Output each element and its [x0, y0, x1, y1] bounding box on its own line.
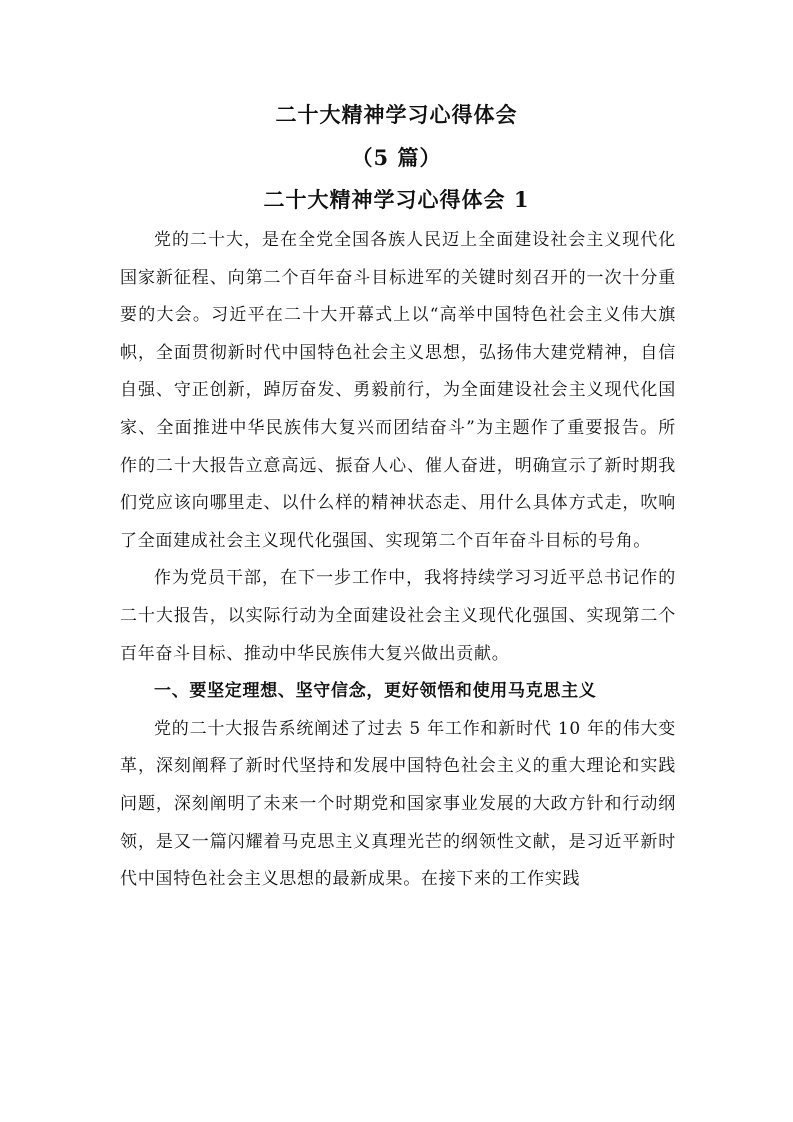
section-paragraph: 党的二十大报告系统阐述了过去 5 年工作和新时代 10 年的伟大变革，深刻阐释了新时代坚持和发展中国特色社会主义的重大理论和实践问题，深刻阐明了未来一个时期党和国家事业发展的大政方针和行动纲领，是又一篇闪耀着马克思主义真理光芒的纲领性文献，是习近平新时代中国特色社会主义思想的最新成果。在接下来的工作实践	[120, 718, 676, 890]
article-title: 二十大精神学习心得体会 1	[263, 187, 530, 212]
body-paragraph-2: 作为党员干部，在下一步工作中，我将持续学习习近平总书记作的二十大报告，以实际行动为全面建设社会主义现代化强国、实现第二个百年奋斗目标、推动中华民族伟大复兴做出贡献。	[120, 568, 676, 664]
section-heading: 一、要坚定理想、坚守信念，更好领悟和使用马克思主义	[154, 681, 597, 702]
body-paragraph-1: 党的二十大，是在全党全国各族人民迈上全面建设社会主义现代化国家新征程、向第二个百年奋斗目标进军的关键时刻召开的一次十分重要的大会。习近平在二十大开幕式上以“高举中国特色社会主义伟大旗帜，全面贯彻新时代中国特色社会主义思想，弘扬伟大建党精神，自信自强、守正创新，踔厉奋发、勇毅前行，为全面建设社会主义现代化国家、全面推进中华民族伟大复兴而团结奋斗”为主题作了重要报告。所作的二十大报告立意高远、振奋人心、催人奋进，明确宣示了新时期我们党应该向哪里走、以什么样的精神状态走、用什么具体方式走，吹响了全面建成社会主义现代化强国、实现第二个百年奋斗目标的号角。	[120, 230, 676, 551]
document-body	[120, 222, 676, 899]
document-title: 二十大精神学习心得体会	[275, 102, 518, 127]
document-subtitle: （5 篇）	[351, 145, 442, 170]
